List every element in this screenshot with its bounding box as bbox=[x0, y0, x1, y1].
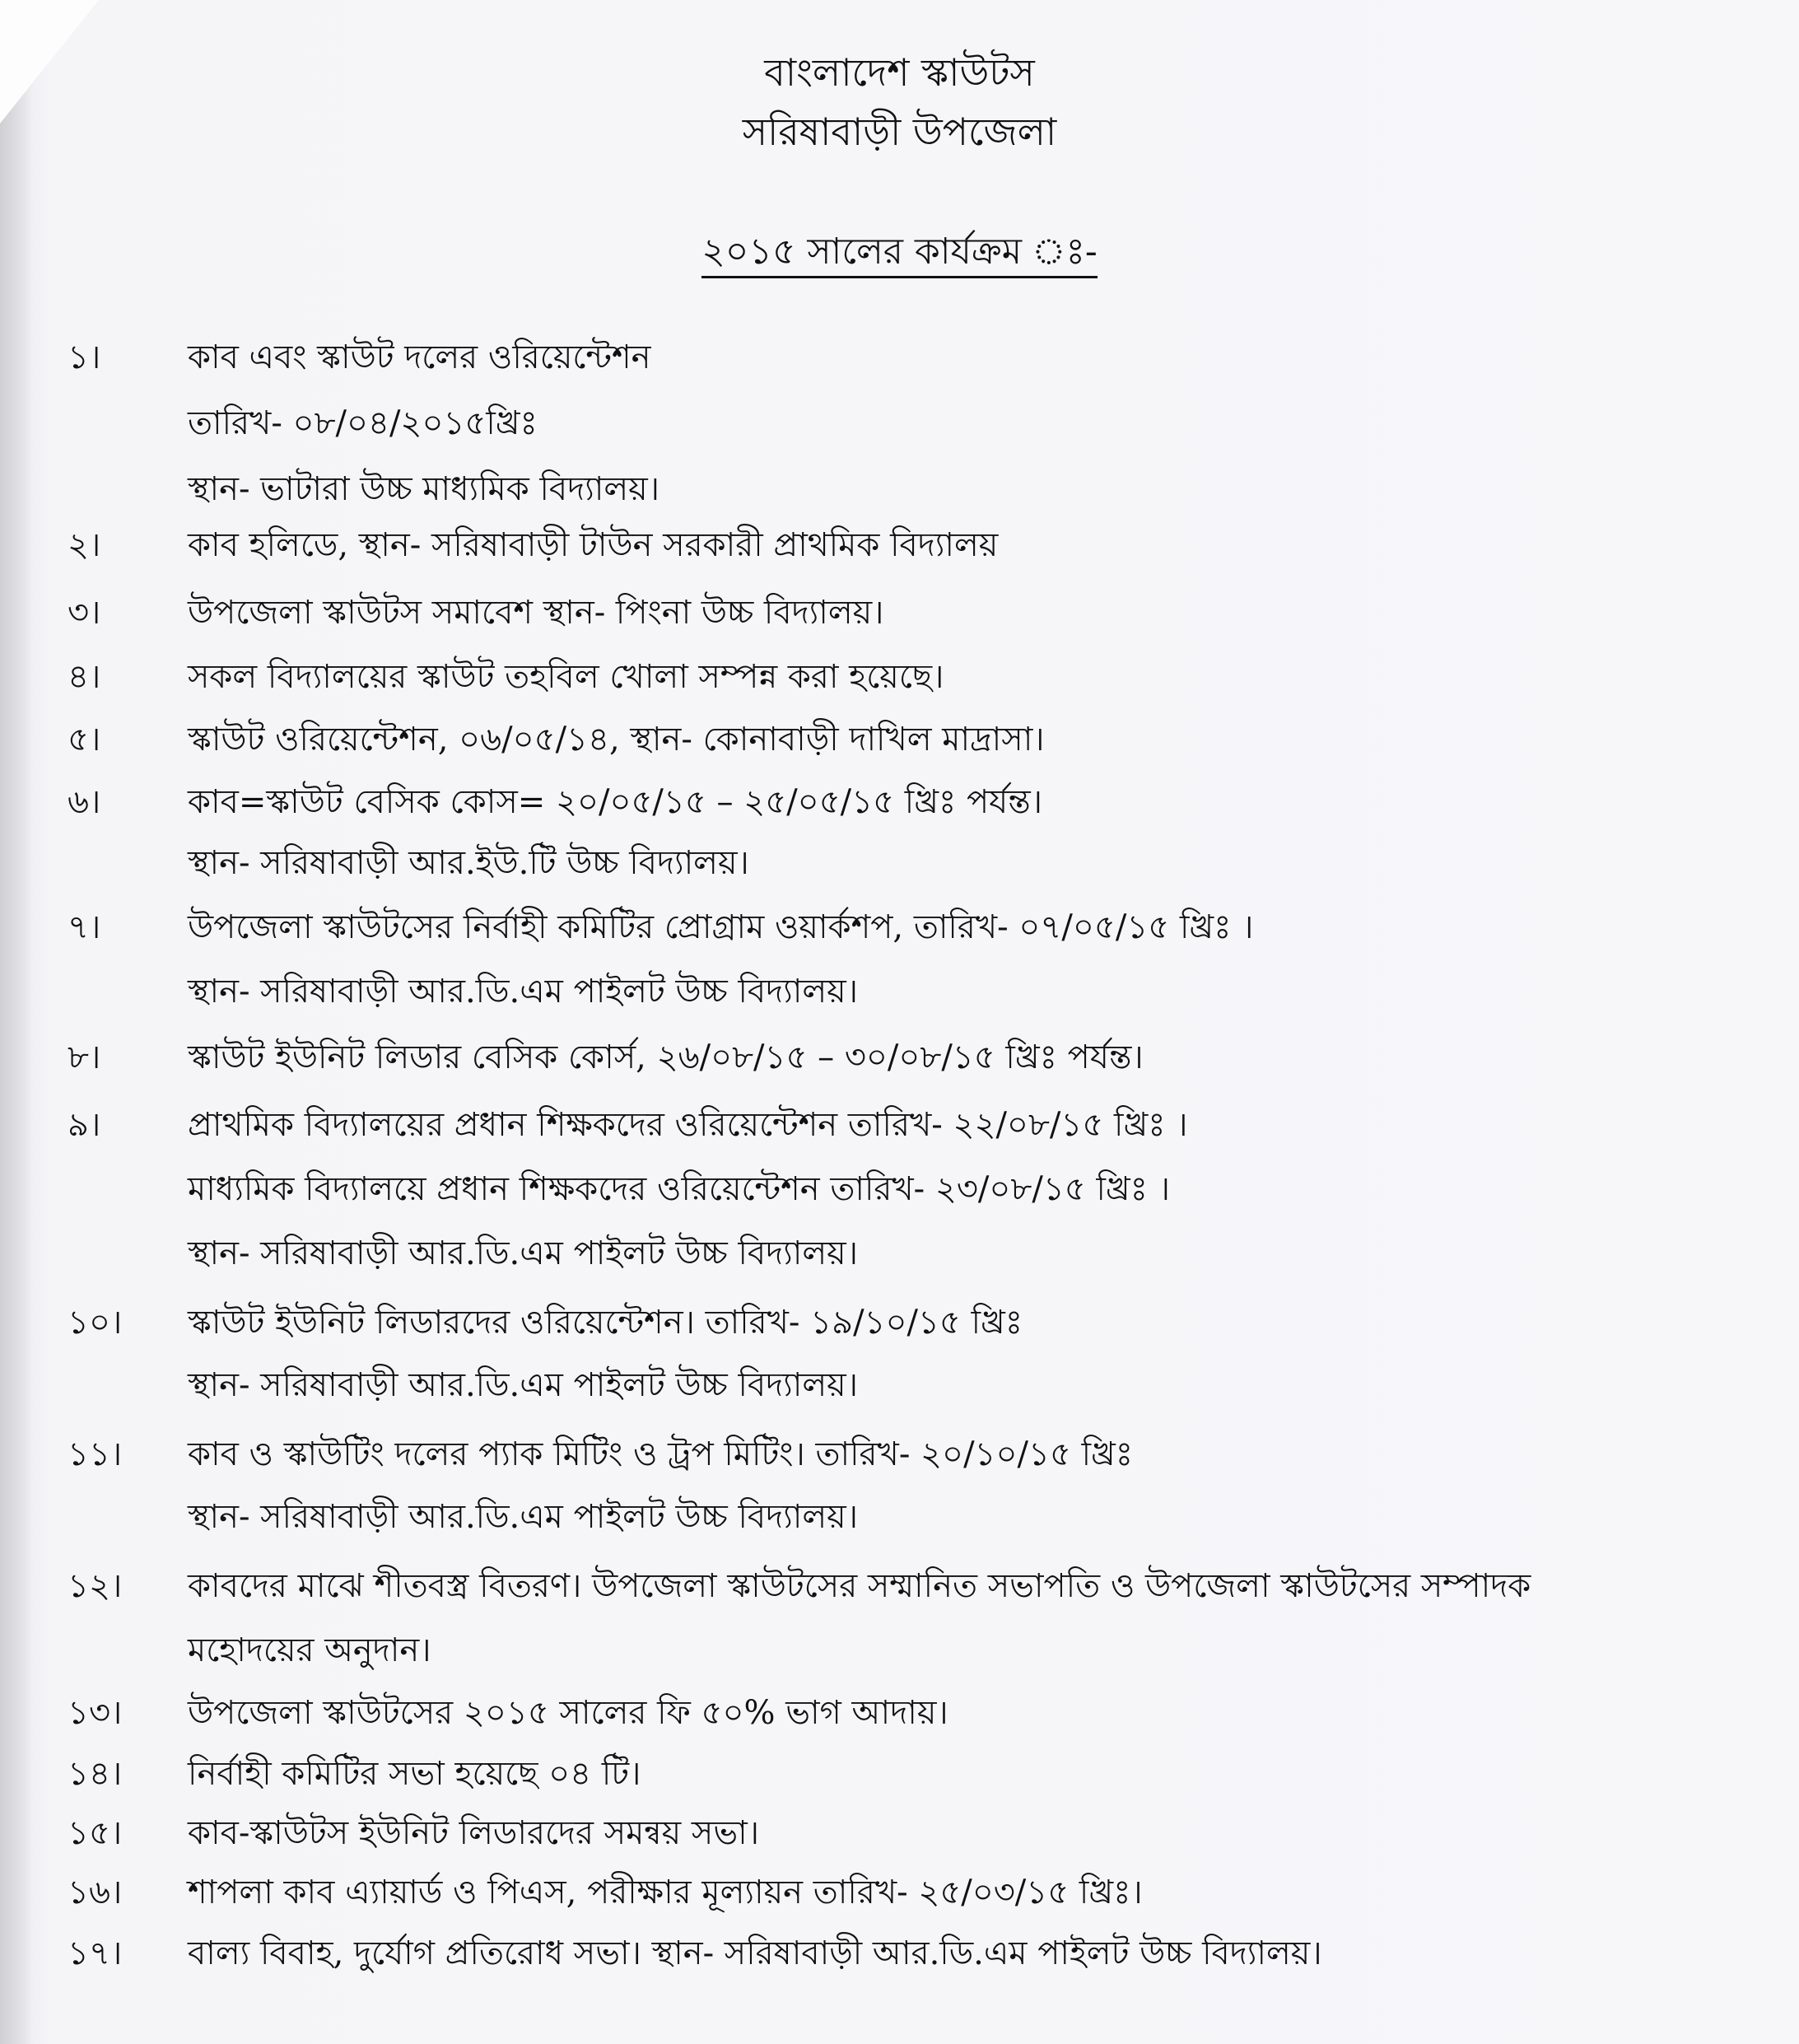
item-number: ১০। bbox=[68, 1304, 123, 1342]
item-text: বাল্য বিবাহ, দুর্যোগ প্রতিরোধ সভা। স্থান- সরিষাবাড়ী আর.ডি.এম পাইলট উচ্চ বিদ্যালয়। bbox=[188, 1934, 1322, 1972]
item-number: ৯। bbox=[68, 1106, 101, 1144]
item-text: স্থান- সরিষাবাড়ী আর.ডি.এম পাইলট উচ্চ বিদ্যালয়। bbox=[188, 1234, 859, 1272]
upazila-title: সরিষাবাড়ী উপজেলা bbox=[742, 110, 1057, 154]
item-text: তারিখ- ০৮/০৪/২০১৫খ্রিঃ bbox=[188, 404, 538, 442]
item-text: উপজেলা স্কাউটসের নির্বাহী কমিটির প্রোগ্রাম ওয়ার্কশপ, তারিখ- ০৭/০৫/১৫ খ্রিঃ । bbox=[188, 908, 1254, 946]
item-text: সকল বিদ্যালয়ের স্কাউট তহবিল খোলা সম্পন্ন করা হয়েছে। bbox=[188, 658, 944, 696]
item-number: ২। bbox=[68, 526, 101, 564]
item-text: স্থান- সরিষাবাড়ী আর.ডি.এম পাইলট উচ্চ বিদ্যালয়। bbox=[188, 973, 859, 1010]
item-number: ৭। bbox=[68, 908, 101, 946]
item-text: উপজেলা স্কাউটস সমাবেশ স্থান- পিংনা উচ্চ বিদ্যালয়। bbox=[188, 594, 884, 632]
scan-edge-shadow bbox=[0, 0, 33, 2044]
item-text: মাধ্যমিক বিদ্যালয়ে প্রধান শিক্ষকদের ওরিয়েন্টেশন তারিখ- ২৩/০৮/১৫ খ্রিঃ । bbox=[188, 1170, 1171, 1208]
program-heading bbox=[0, 227, 1799, 277]
item-text: কাবদের মাঝে শীতবস্ত্র বিতরণ। উপজেলা স্কাউটসের সম্মানিত সভাপতি ও উপজেলা স্কাউটসের সম্পাদক bbox=[188, 1567, 1531, 1605]
item-text: কাব এবং স্কাউট দলের ওরিয়েন্টেশন bbox=[188, 338, 651, 376]
item-text: কাব হলিডে, স্থান- সরিষাবাড়ী টাউন সরকারী প্রাথমিক বিদ্যালয় bbox=[188, 526, 999, 564]
item-number: ১৩। bbox=[68, 1694, 123, 1732]
item-number: ৫। bbox=[68, 721, 101, 758]
item-text: স্থান- সরিষাবাড়ী আর.ইউ.টি উচ্চ বিদ্যালয়। bbox=[188, 844, 749, 882]
item-number: ৮। bbox=[68, 1038, 101, 1076]
item-text: শাপলা কাব এ্যায়ার্ড ও পিএস, পরীক্ষার মূল্যায়ন তারিখ- ২৫/০৩/১৫ খ্রিঃ। bbox=[188, 1874, 1143, 1911]
item-text: প্রাথমিক বিদ্যালয়ের প্রধান শিক্ষকদের ওরিয়েন্টেশন তারিখ- ২২/০৮/১৫ খ্রিঃ । bbox=[188, 1106, 1188, 1144]
item-text: নির্বাহী কমিটির সভা হয়েছে ০৪ টি। bbox=[188, 1755, 641, 1793]
program-heading-text: ২০১৫ সালের কার্যক্রম ঃ- bbox=[701, 231, 1098, 278]
item-text: মহোদয়ের অনুদান। bbox=[188, 1631, 431, 1669]
item-number: ১১। bbox=[68, 1435, 123, 1473]
item-text: স্কাউট ইউনিট লিডার বেসিক কোর্স, ২৬/০৮/১৫ – ৩০/০৮/১৫ খ্রিঃ পর্যন্ত। bbox=[188, 1038, 1144, 1076]
item-number: ৩। bbox=[68, 594, 101, 632]
item-text: কাব=স্কাউট বেসিক কোস= ২০/০৫/১৫ – ২৫/০৫/১৫ খ্রিঃ পর্যন্ত। bbox=[188, 783, 1043, 821]
item-text: স্থান- ভাটারা উচ্চ মাধ্যমিক বিদ্যালয়। bbox=[188, 470, 660, 508]
item-number: ৪। bbox=[68, 658, 101, 696]
item-number: ১২। bbox=[68, 1567, 123, 1605]
item-number: ১৫। bbox=[68, 1814, 123, 1852]
item-number: ১৪। bbox=[68, 1755, 123, 1793]
item-text: কাব-স্কাউটস ইউনিট লিডারদের সমন্বয় সভা। bbox=[188, 1814, 760, 1852]
item-text: স্কাউট ইউনিট লিডারদের ওরিয়েন্টেশন। তারিখ- ১৯/১০/১৫ খ্রিঃ bbox=[188, 1304, 1023, 1342]
item-number: ৬। bbox=[68, 783, 101, 821]
org-title: বাংলাদেশ স্কাউটস bbox=[764, 50, 1035, 95]
item-text: উপজেলা স্কাউটসের ২০১৫ সালের ফি ৫০% ভাগ আদায়। bbox=[188, 1694, 948, 1732]
item-number: ১৭। bbox=[68, 1934, 123, 1972]
item-text: স্থান- সরিষাবাড়ী আর.ডি.এম পাইলট উচ্চ বিদ্যালয়। bbox=[188, 1498, 859, 1536]
item-number: ১৬। bbox=[68, 1874, 123, 1911]
item-text: স্কাউট ওরিয়েন্টেশন, ০৬/০৫/১৪, স্থান- কোনাবাড়ী দাখিল মাদ্রাসা। bbox=[188, 721, 1045, 758]
item-text: স্থান- সরিষাবাড়ী আর.ডি.এম পাইলট উচ্চ বিদ্যালয়। bbox=[188, 1366, 859, 1404]
item-text: কাব ও স্কাউটিং দলের প্যাক মিটিং ও ট্রপ মিটিং। তারিখ- ২০/১০/১৫ খ্রিঃ bbox=[188, 1435, 1134, 1473]
item-number: ১। bbox=[68, 338, 101, 376]
